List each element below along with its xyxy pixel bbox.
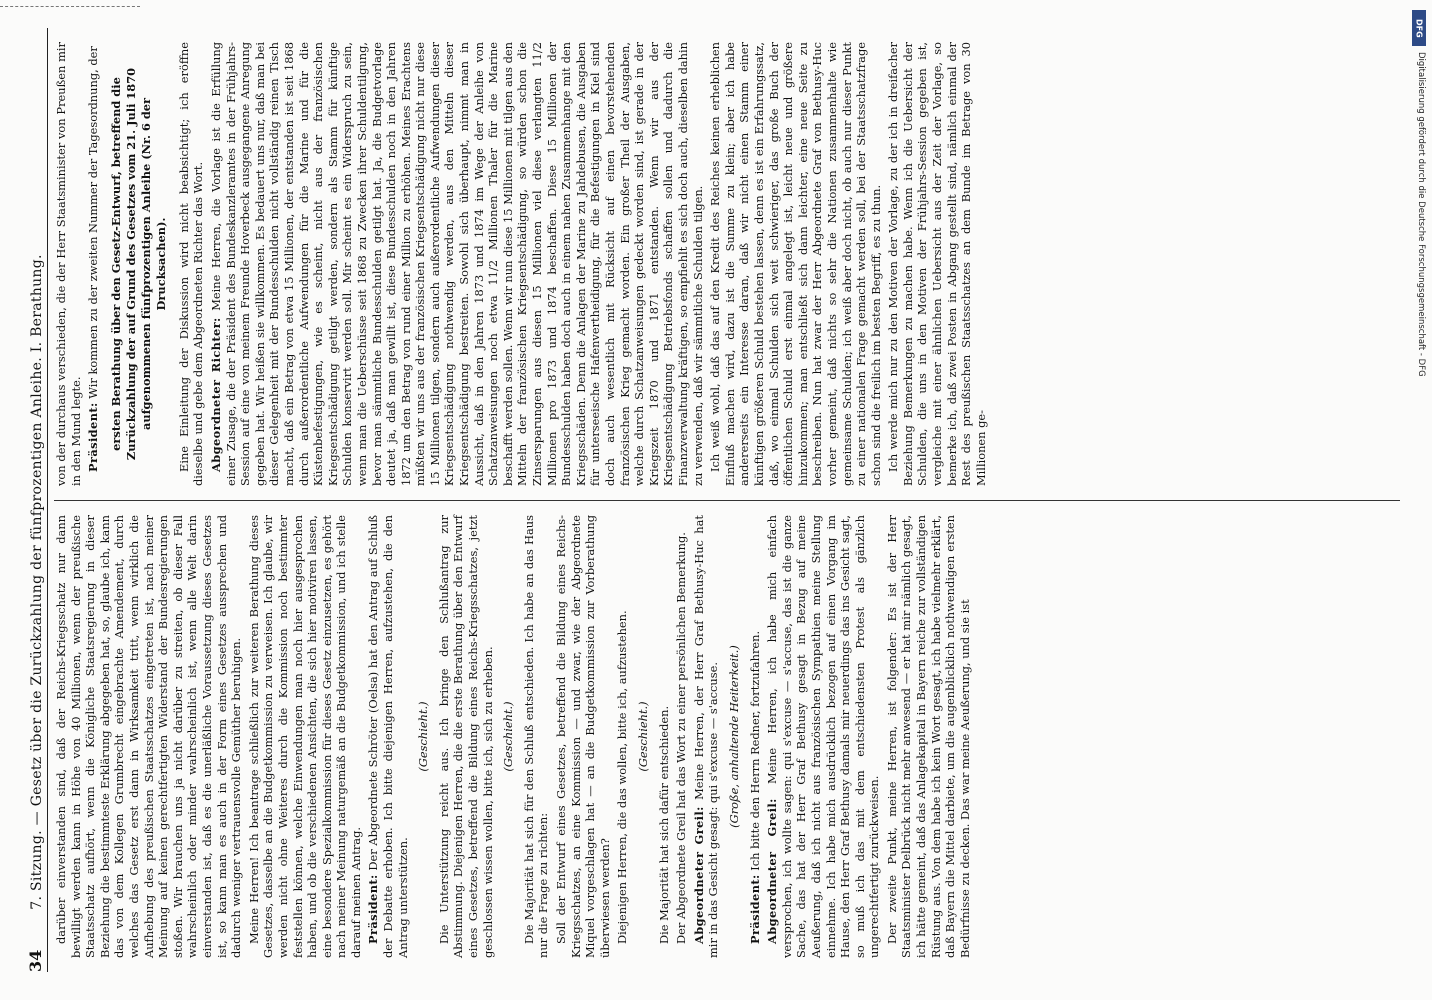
- text-columns: [54, 28, 1400, 972]
- paragraph: Meine Herren! Ich beantrage schließlich zur weiteren Berathung dieses Gesetzes, dasselbe an die Budgetkommission zu verweisen. Ich glaube, wir werden nicht ohne Weiteres durch die Kommission noch bestimmter feststellen können, welche Einwendungen man noch hier ausgesprochen haben, und ob die verschiedenen Ansichten, die sich hier motiviren lassen, eine besondere Spezialkommission für dieses Gesetz einzusetzen, es gehört nach meiner Meinung naturgemäß an die Budgetkommission, und ich stelle darauf meinen Antrag.: [246, 515, 363, 958]
- dfg-logo: DFG: [1412, 10, 1426, 46]
- page-number: 34: [26, 949, 45, 972]
- scan-edge-mark: [0, 6, 140, 7]
- paragraph: [748, 515, 763, 958]
- speaker-name: Abgeordneter Greil:: [765, 798, 780, 944]
- paragraph: Die Majorität hat sich dafür entschieden.: [656, 705, 671, 944]
- stage-direction: (Geschieht.): [416, 701, 431, 772]
- speech-text: Meine Herren, ich habe mich einfach versprochen, ich wollte sagen: qui s'excuse — s'accuse, das ist die ganze Sache, das hat der Herr Graf Bethusy gesagt in Bezug auf meine Aeußerung, daß ich nicht aus französischen Sympathien meine Stellung einnehme. Ich habe mich ausdrücklich bezogen auf einen Vorgang im Hause, den Herr Graf Bethusy damals mir neuerdings das ins Gesicht sagt, so muß ich das mit dem entschiedensten Protest als gänzlich ungerechtfertigt zurückweisen.: [765, 515, 882, 958]
- paragraph: darüber einverstanden sind, daß der Reichs-Kriegsschatz nur dann bewilligt werden kann in Höhe von 40 Millionen, wenn der preußische Staatsschatz aufhört, wenn die Königliche Staatsregierung in dieser Beziehung die bestimmteste Erklärung abgegeben hat, so, glaube ich, kann das von dem Kollegen Grumbrecht eingebrachte Amendement, durch welches das Gesetz erst dann in Wirksamkeit tritt, wenn wirklich die Aufhebung des preußischen Staatsschatzes eingetreten ist, nach meiner Meinung auf keinen gerechtfertigten Widerstand der Bundesregierungen stoßen. Wir brauchen uns ja nicht darüber zu streiten, ob dieser Fall wahrscheinlich oder minder wahrscheinlich ist, wenn alle Welt darin einverstanden ist, daß es die unerläßliche Voraussetzung dieses Gesetzes ist, so kann man es auch in der Form eines Gesetzes aussprechen und dadurch weniger vertrauensvolle Gemüther beruhigen.: [54, 515, 244, 958]
- speech-text: Meine Herren, die Vorlage ist die Erfüllung einer Zusage, die der Präsident des Bundeskanzleramtes in der Frühjahrs-Session auf eine von meinem Freunde Hoverbeck ausgegangene Anregung gegeben hat. Wir heißen sie willkommen. Es bedauert uns nur, daß man bei dieser Gelegenheit mit der Bundesschulden nicht vollständig reinen Tisch macht, daß ein Betrag von etwa 15 Millionen, der entstanden ist seit 1868 durch außerordentliche Aufwendungen für die Marine und für die Küstenbefestigungen, wie es scheint, nicht aus der französischen Kriegsentschädigung getilgt werden, sondern als Stamm für künftige Schulden konservirt werden soll. Mir scheint es ein Widerspruch zu sein, wenn man die Ueberschüsse seit 1868 zu Zwecken ihrer Schuldentilgung, bevor man sämmtliche Bundesschulden getilgt hat. Ja, die Budgetvorlage deutet ja, daß man gewillt ist, diese Bundesschulden noch in den Jahren 1872 um den Betrag von rund einer Million zu erhöhen. Meines Erachtens müßten wir uns aus der französischen Kriegsentschädigung nicht nur diese 15 Millionen tilgen, sondern auch außerordentliche Aufwendungen dieser Kriegsentschädigung nothwendig werden, aus den Mitteln dieser Kriegsentschädigung bestreiten. Sowohl sich überhaupt, nimmt man in Aussicht, daß in den Jahren 1873 und 1874 im Wege der Anleihe von Schatzanweisungen noch etwa 11/2 Millionen Thaler für die Marine beschafft werden sollen. Wenn wir nun diese 15 Millionen mit tilgen aus den Mitteln der französischen Kriegsentschädigung, so würden schon die Zinsersparungen aus diesen 15 Millionen viel diese verlangten 11/2 Millionen pro 1873 und 1874 beschaffen. Diese 15 Millionen der Bundesschulden haben doch auch in einem nahen Zusammenhange mit den Kriegsschäden. Denn die Anlagen der Marine zu Jahdebusen, die Ausgaben für unterseeische Hafenvertheidigung, für die Befestigungen in Kiel sind doch auch wesentlich mit Rücksicht auf einen bevorstehenden französischen Krieg gemacht worden. Ein großer Theil der Ausgaben, welche durch Schatzanweisungen gedeckt worden sind, ist gerade in der Kriegszeit 1870 und 1871 entstanden. Wenn wir aus der Kriegsentschädigung Betriebsfonds schaffen sollen und dadurch die Finanzverwaltung kräftigen, so empfiehlt es sich doch auch, dieselben dahin zu verwenden, daß wir sämmtliche Schulden tilgen.: [208, 42, 705, 486]
- agenda-heading: ersten Berathung über den Gesetz-Entwurf, betreffend die Zurückzahlung der auf Grund des Gesetzes vom 21. Juli 1870 aufgenommenen fünfprozentigen Anleihe (Nr. 6 der Drucksachen).: [108, 67, 168, 461]
- paragraph: [366, 515, 410, 958]
- paragraph: [765, 515, 882, 958]
- paragraph: Soll der Entwurf eines Gesetzes, betreffend die Bildung eines Reichs-Kriegsschatzes, an eine Kommission — und zwar, wie der Abgeordnete Miquel vorgeschlagen hat — an die Budgetkommission zur Vorberathung überwiesen werden?: [554, 515, 612, 958]
- stage-direction: (Geschieht.): [635, 701, 650, 772]
- speaker-name: Abgeordneter Greil:: [691, 806, 706, 944]
- speech-text: Meine Herren, der Herr Graf Bethusy-Huc hat mir in das Gesicht gesagt: qui s'excuse — s'accuse.: [691, 515, 721, 958]
- paragraph: [86, 42, 101, 486]
- paragraph: Der zweite Punkt, meine Herren, ist folgender: Es ist der Herr Staatsminister Delbrück nicht mehr anwesend — er hat mir nämlich gesagt, ich hätte gemeint, daß das Anlagekapital in Bayern reiche zur vollständigen Rüstung aus. Von dem habe ich kein Wort gesagt, ich habe vielmehr erklärt, daß Bayern die Mittel darbiete, um die augenblicklich nothwendigen ersten Bedürfnisse zu decken. Das war meine Aeußerung, und sie ist: [884, 515, 972, 958]
- paragraph: Diejenigen Herren, die das wollen, bitte ich, aufzustehen.: [615, 610, 630, 944]
- running-title: 7. Sitzung. — Gesetz über die Zurückzahlung der fünfprozentigen Anleihe. I. Berathung.: [29, 254, 45, 910]
- speaker-name: Präsident:: [747, 874, 762, 944]
- paragraph: Ich werde mich nur zu den Motiven der Vorlage, zu der ich in dreifacher Beziehung Bemerkungen zu machen habe. Wenn ich die Uebersicht der Schulden, die uns in den Motiven der Frühjahrs-Session gegeben ist, vergleiche mit einer ähnlichen Uebersicht aus der Zeit der Vorlage, so bemerke ich, daß zwei Posten in Abgang gestellt sind, nämlich einmal der Rest des preußischen Staatsschatzes an dem Bunde im Betrage von 30 Millionen ge-: [886, 42, 988, 486]
- left-column: [54, 500, 1400, 972]
- page-header: [26, 28, 48, 972]
- stage-direction: (Geschieht.): [501, 701, 516, 772]
- speech-text: Ich bitte den Herrn Redner, fortzufahren.: [747, 630, 762, 875]
- paragraph: Eine Einleitung der Diskussion wird nicht beabsichtigt; ich eröffne dieselbe und gebe dem Abgeordneten Richter das Wort.: [176, 42, 206, 486]
- speaker-name: Präsident:: [366, 874, 381, 944]
- speech-text: Wir kommen zu der zweiten Nummer der Tagesordnung, der: [86, 46, 101, 403]
- rotated-page-content: [16, 10, 1416, 990]
- paragraph: Die Unterstützung reicht aus. Ich bringe den Schlußantrag zur Abstimmung. Diejenigen Herren, die die erste Berathung über den Entwurf eines Gesetzes, betreffend die Bildung eines Reichs-Kriegsschatzes, jetzt geschlossen wissen wollen, bitte ich, sich zu erheben.: [436, 515, 495, 958]
- speaker-name: Präsident:: [86, 402, 101, 472]
- paragraph: von der durchaus verschieden, die der Herr Staatsminister von Preußen mir in den Mund legte.: [54, 42, 83, 486]
- paragraph: Ich weiß wohl, daß das auf den Kredit des Reiches keinen erheblichen Einfluß machen wird, dazu ist die Summe zu klein; aber ich habe andererseits ein Interesse daran, daß wir nicht einen Stamm einer künftigen größeren Schuld bestehen lassen, denn es ist ein Erfahrungssatz, daß, wo einmal Schulden sich weit schwieriger, das große Buch der öffentlichen Schuld erst einmal angelegt ist, leicht neue und größere hinzukommen; man entschließt sich dann leichter, eine neue Seite zu beschreiben. Nun hat zwar der Herr Abgeordnete Graf von Bethusy-Huc vorher gemeint, daß nichts so sehr die Nationen zusammenhalte wie gemeinsame Schulden; ich weiß aber doch nicht, ob auch nur dieser Punkt zu einer nationalen Frage gemacht werden soll, bei der Staatsschatzfrage schon sind die freilich im besten Begriff, es zu thun.: [708, 42, 883, 486]
- digitization-credit: Digitalisierung gefördert durch die Deutsche Forschungsgemeinschaft - DFG: [1416, 52, 1426, 377]
- stage-direction: (Große, anhaltende Heiterkeit.): [726, 645, 741, 828]
- speech-text: Der Abgeordnete Schröter (Oelsa) hat den Antrag auf Schluß der Debatte erhoben. Ich bitte diejenigen Herren, aufzustehen, die den Antrag unterstützen.: [366, 515, 410, 958]
- paragraph: [692, 515, 721, 958]
- speaker-name: Abgeordneter Richter:: [208, 317, 223, 472]
- digitization-sidebar: [1404, 6, 1430, 994]
- paragraph: Der Abgeordnete Greil hat das Wort zu einer persönlichen Bemerkung.: [674, 532, 689, 944]
- paragraph: Die Majorität hat sich für den Schluß entschieden. Ich habe an das Haus nur die Frage zu richten:: [521, 515, 551, 958]
- right-column: [54, 28, 1400, 500]
- paragraph: [209, 42, 705, 486]
